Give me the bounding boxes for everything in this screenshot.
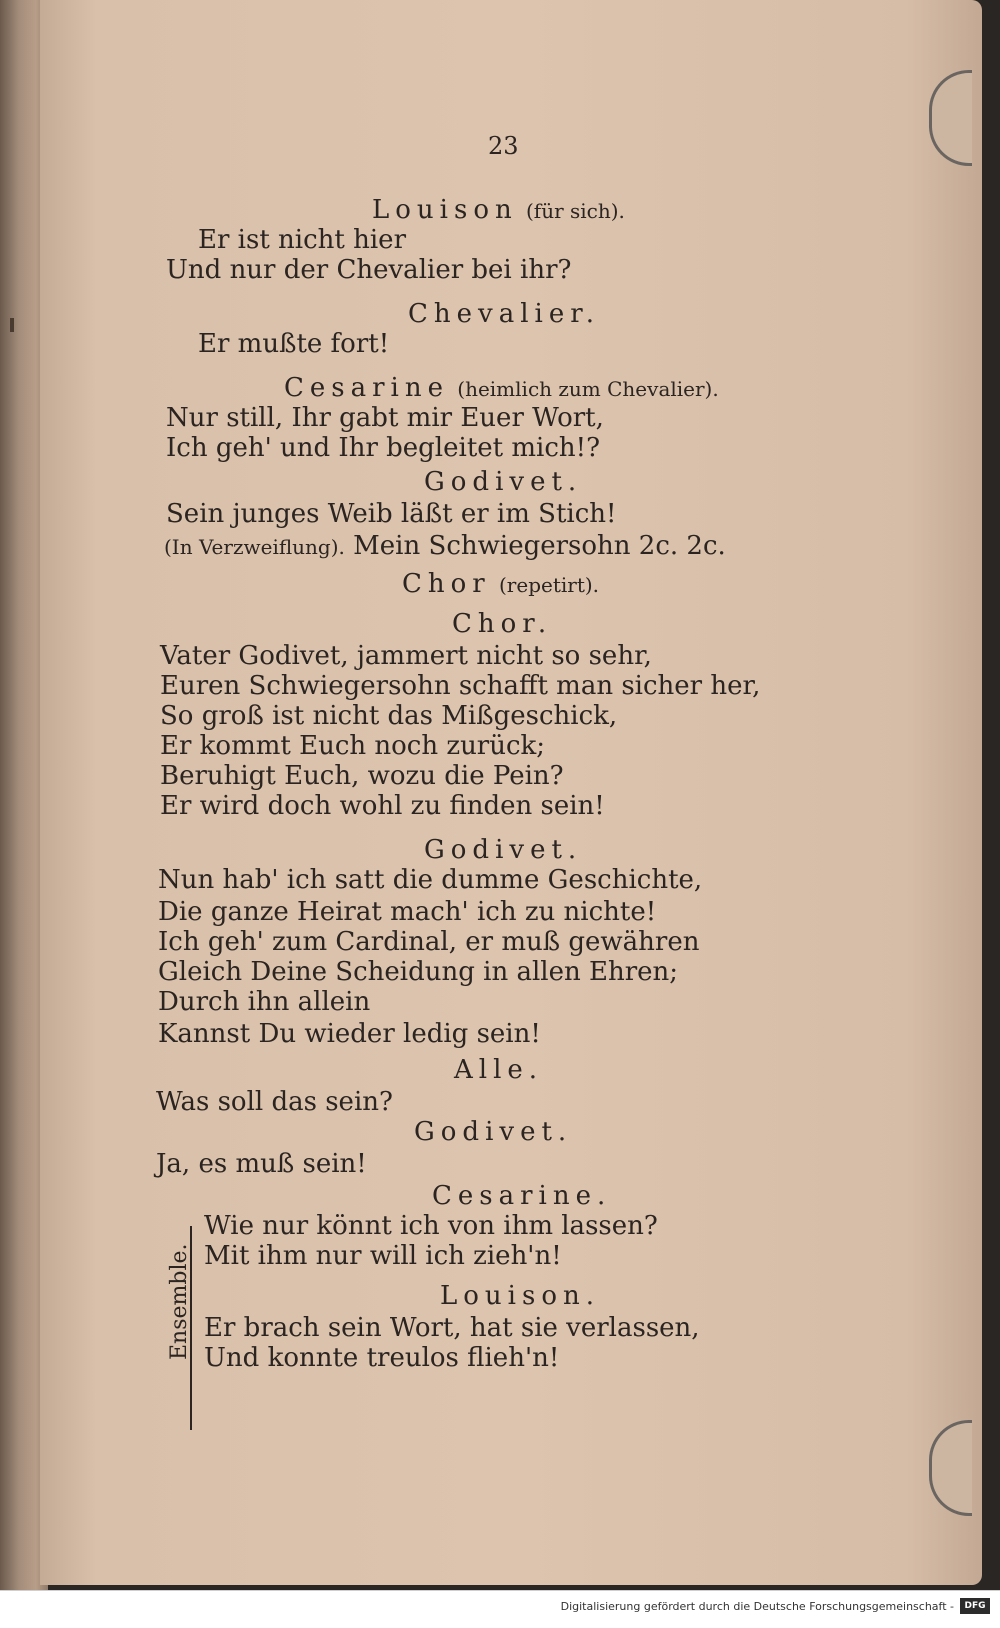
ensemble-label: Ensemble. <box>167 1243 192 1360</box>
dfg-logo: DFG <box>960 1598 990 1614</box>
speaker-name: Louison. <box>440 1281 600 1311</box>
verse-line: Er ist nicht hier <box>198 225 406 255</box>
speaker-name: Chevalier. <box>408 299 601 329</box>
stage-direction: (repetirt). <box>499 573 600 597</box>
verse-line: Beruhigt Euch, wozu die Pein? <box>160 761 564 791</box>
verse-line: Sein junges Weib läßt er im Stich! <box>166 499 617 529</box>
footer-credit: Digitalisierung gefördert durch die Deutsche Forschungsgemeinschaft - <box>560 1600 954 1613</box>
verse-line: Mit ihm nur will ich zieh'n! <box>204 1241 562 1271</box>
verse-line: So groß ist nicht das Mißgeschick, <box>160 701 618 731</box>
verse-line: Nun hab' ich satt die dumme Geschichte, <box>158 865 703 895</box>
mixed-line <box>164 530 726 563</box>
stage-direction: (In Verzweiflung). <box>164 535 345 559</box>
speaker-name: Chor. <box>452 609 553 639</box>
verse-line: Und konnte treulos flieh'n! <box>204 1343 560 1373</box>
verse-line: Und nur der Chevalier bei ihr? <box>166 255 572 285</box>
page-number: 23 <box>488 132 519 160</box>
verse-line: Nur still, Ihr gabt mir Euer Wort, <box>166 403 604 433</box>
verse-line: Ich geh' und Ihr begleitet mich!? <box>166 433 601 463</box>
verse-text: Mein Schwiegersohn 2c. 2c. <box>353 531 726 561</box>
verse-line: Ja, es muß sein! <box>156 1149 367 1179</box>
speaker-name: Cesarine. <box>432 1181 612 1211</box>
verse-line: Die ganze Heirat mach' ich zu nichte! <box>158 897 657 927</box>
speaker-line <box>372 194 625 227</box>
verse-line: Euren Schwiegersohn schafft man sicher her, <box>160 671 761 701</box>
verse-line: Er kommt Euch noch zurück; <box>160 731 546 761</box>
speaker-name: Chor <box>402 569 491 599</box>
verse-line: Er brach sein Wort, hat sie verlassen, <box>204 1313 700 1343</box>
speaker-line <box>284 372 719 405</box>
speaker-name: Godivet. <box>414 1117 573 1147</box>
verse-line: Vater Godivet, jammert nicht so sehr, <box>160 641 652 671</box>
verse-line: Er mußte fort! <box>198 329 390 359</box>
verse-line: Wie nur könnt ich von ihm lassen? <box>204 1211 658 1241</box>
speaker-name: Godivet. <box>424 467 583 497</box>
stage-direction: (für sich). <box>526 199 625 223</box>
speaker-name: Louison <box>372 195 518 225</box>
verse-line: Durch ihn allein <box>158 987 371 1017</box>
speaker-name: Alle. <box>454 1055 544 1085</box>
verse-line: Was soll das sein? <box>156 1087 393 1117</box>
verse-line: Gleich Deine Scheidung in allen Ehren; <box>158 957 679 987</box>
footer-bar <box>0 1590 1000 1628</box>
speaker-name: Cesarine <box>284 373 449 403</box>
verse-line: Ich geh' zum Cardinal, er muß gewähren <box>158 927 700 957</box>
speaker-name: Godivet. <box>424 835 583 865</box>
verse-line: Er wird doch wohl zu finden sein! <box>160 791 605 821</box>
verse-line: Kannst Du wieder ledig sein! <box>158 1019 541 1049</box>
speaker-line <box>402 568 599 601</box>
stage-direction: (heimlich zum Chevalier). <box>457 377 719 401</box>
